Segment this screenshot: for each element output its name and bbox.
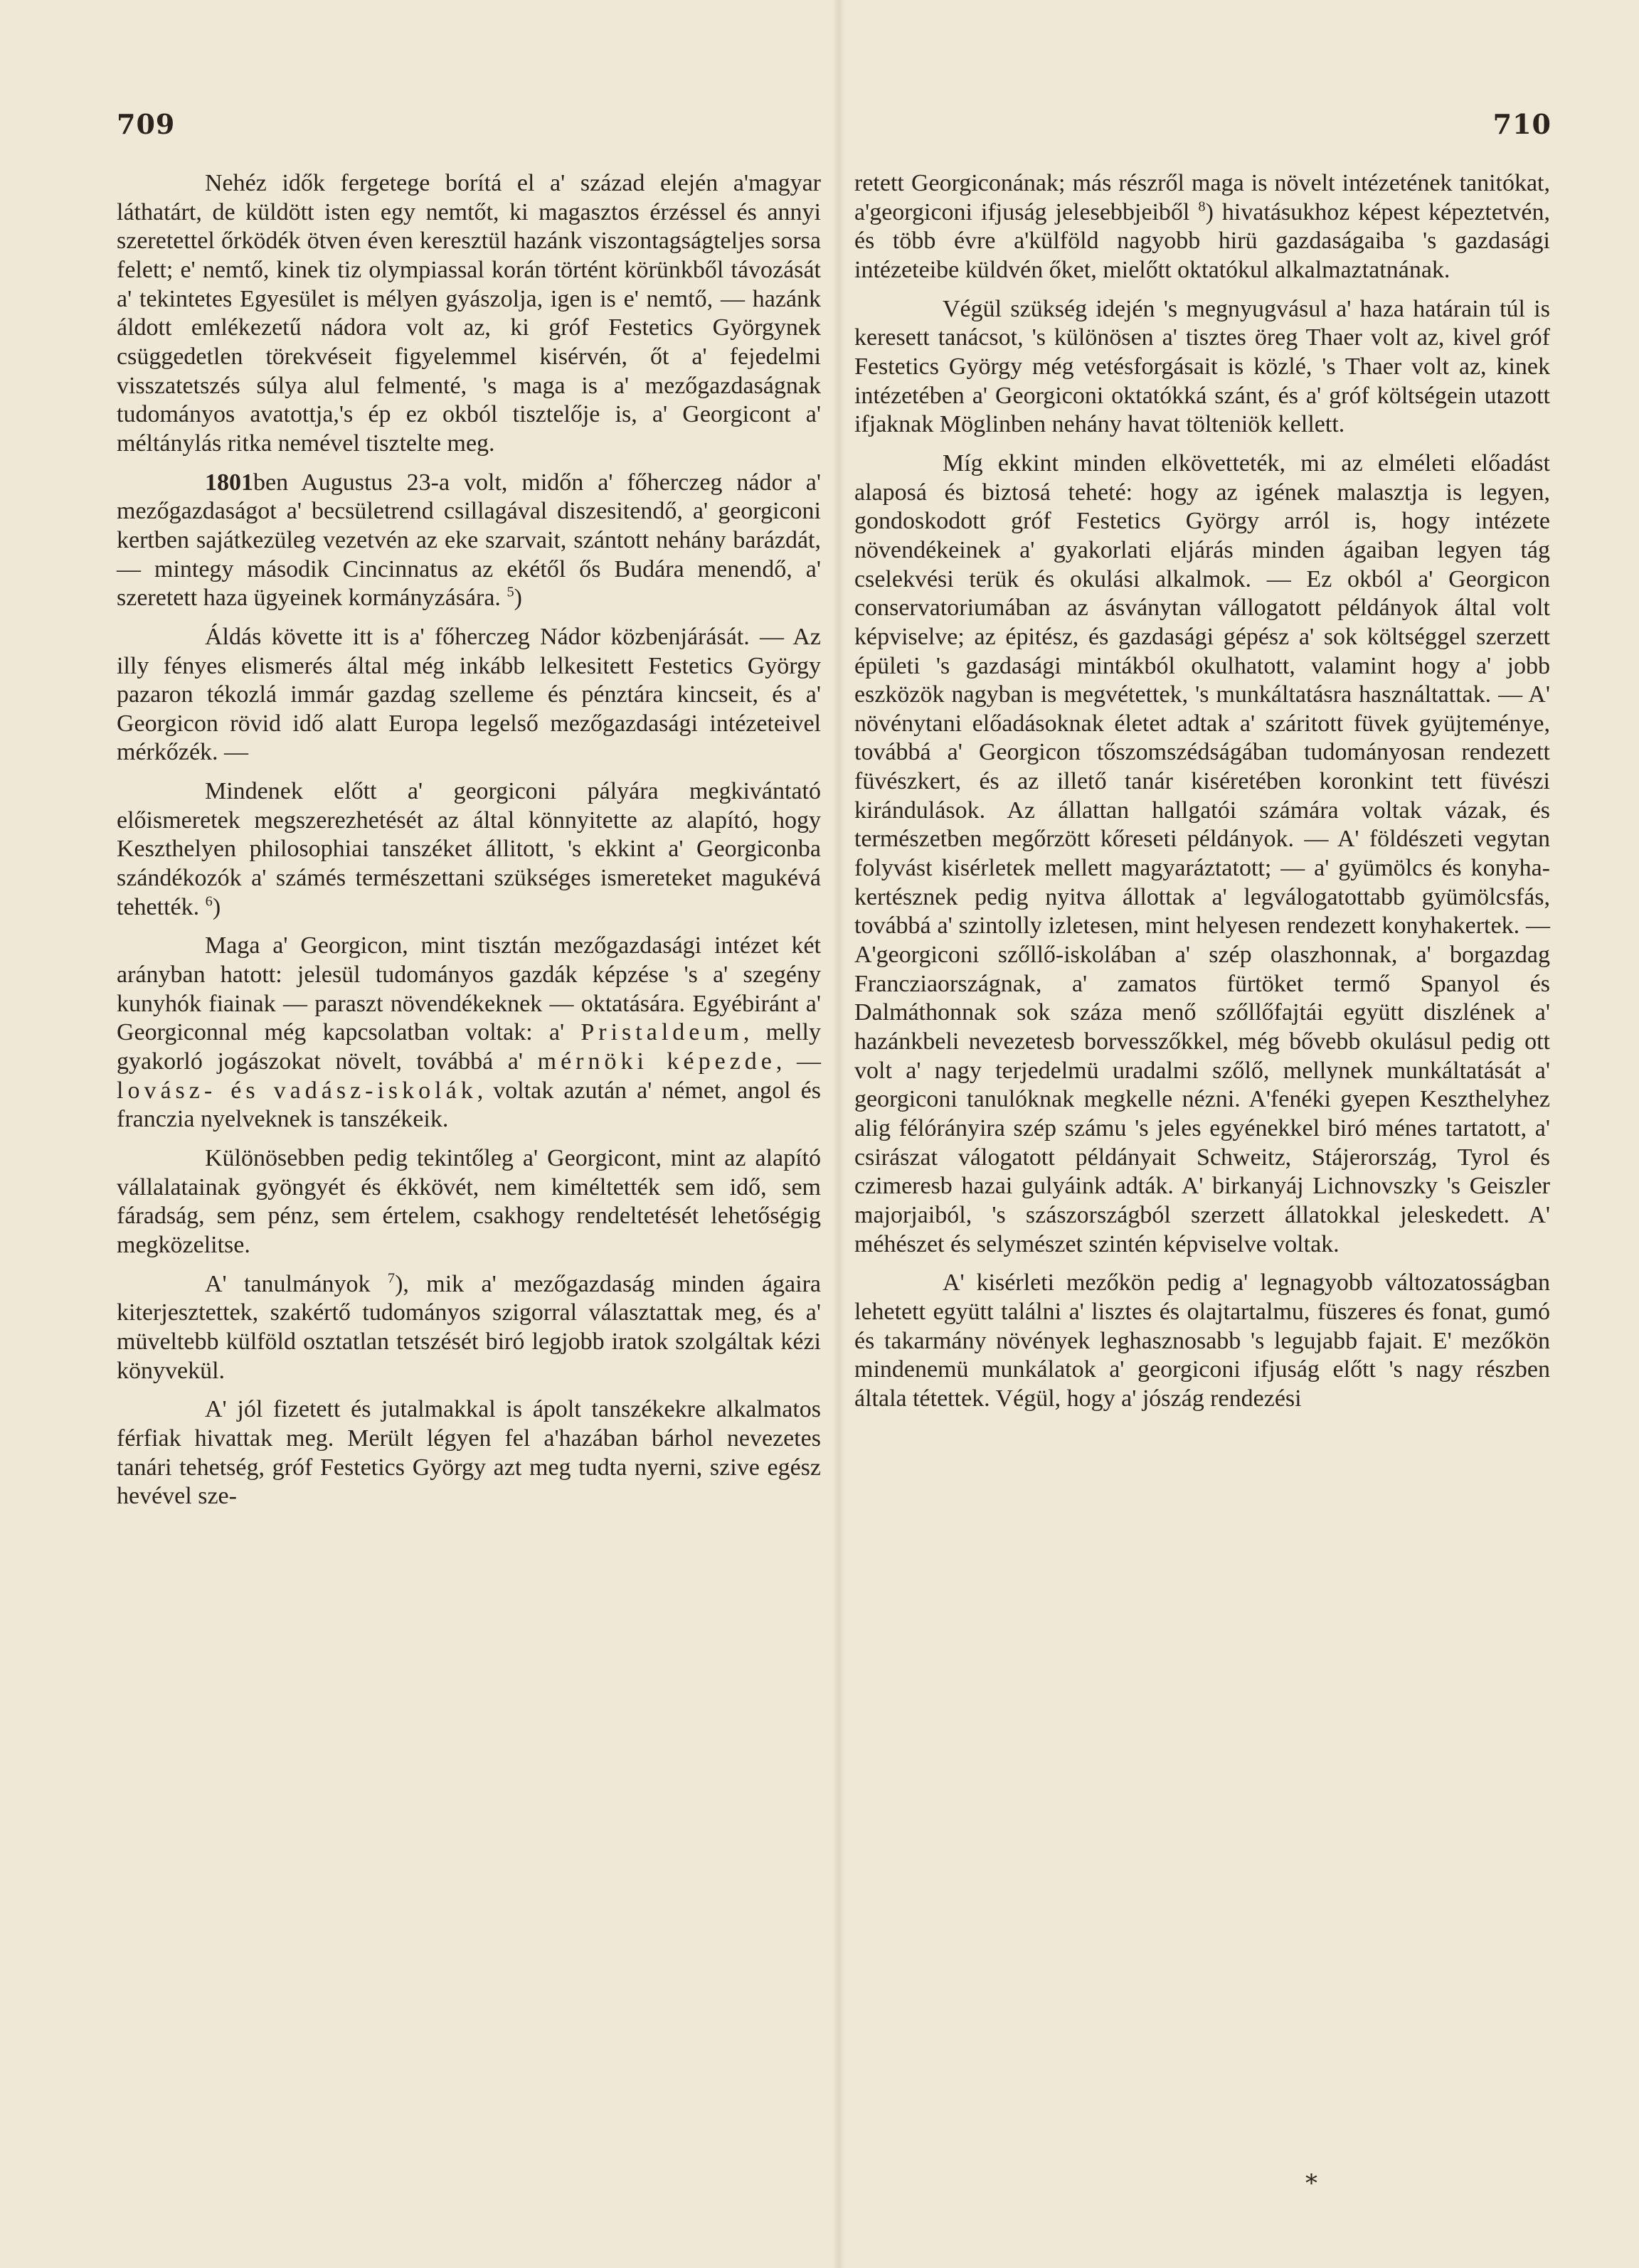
- paragraph: Mindenek előtt a' georgiconi pályára megkivántató előismeretek megszerezhetését az által könnyitette az alapító, hogy Keszthelyen philosophiai tanszéket állitott, 's ekkint a' Georgiconba szándékozók a' számés természettani szükséges ismereteket magukévá tehették. $^6$): [117, 778, 821, 920]
- paragraph-text: A' tanulmányok: [205, 1270, 371, 1297]
- page-number-right: 710: [1492, 108, 1552, 140]
- year-bold: 1801: [205, 469, 253, 496]
- paragraph: A' tanulmányok $^7$), mik a' mezőgazdaság minden ágaira kiterjesztettek, szakértő tudományos szigorral választattak meg, és a' müveltebb külföld osztatlan tetszését biró legjobb iratok szolgáltak kézi könyvekül.: [117, 1270, 821, 1384]
- page-fold: [832, 0, 845, 2268]
- signature-mark: *: [1305, 2169, 1317, 2198]
- paragraph-text: ben Augustus 23-a volt, midőn a' főherczeg nádor a' mezőgazdaságot a' becsületrend csillagával diszesitendő, a' georgiconi kertben sajátkezüleg vezetvén az eke szarvait, szántott nehány barázdát,— mintegy második Cincinnatus az ekétől ős Budára menendő, a' szeretett haza ügyeinek kormányzására.: [117, 469, 821, 612]
- paragraph-text: , mik a' mezőgazdaság minden ágaira kiterjesztettek, szakértő tudományos szigorral választattak meg, és a' müveltebb külföld osztatlan tetszését biró legjobb iratok szolgáltak kézi könyvekül.: [117, 1270, 821, 1384]
- footnote-ref: 7: [387, 1270, 396, 1287]
- paragraph: Végül szükség idején 's megnyugvásul a' haza határain túl is keresett tanácsot, 's különösen a' tisztes öreg Thaer volt az, kivel gróf Festetics György még vetésforgásait is közlé, 's Thaer volt az, kinek intézetében a' Georgiconi oktatókká szánt, és a' gróf költségein utazott ifjaknak Möglinben nehány havat tölteniök kellett.: [854, 295, 1550, 438]
- spaced-term: lovász- és vadász-iskolák: [117, 1077, 477, 1104]
- footnote-ref: 6: [205, 893, 213, 910]
- paragraph: [117, 932, 821, 1134]
- paragraph: Különösebben pedig tekintőleg a' Georgicont, mint az alapító vállalatainak gyöngyét és ékkövét, nem kiméltették sem idő, sem fáradság, sem pénz, sem értelem, csakhogy rendeltetését lehetőségig megközelitse.: [117, 1145, 821, 1258]
- paragraph-text: , voltak azután a' német, angol és franczia nyelveknek is tanszékeik.: [117, 1077, 822, 1133]
- paragraph: Míg ekkint minden elkövetteték, mi az elméleti előadást alaposá és biztosá teheté: hogy az igének malasztja is legyen, gondoskodott gróf Festetics György arról is, hogy intézete növendékeinek a' gyakorlati eljárás minden ágaiban legyen tág cselekvési terük és okulási alkalmok. — Ez okból a' Georgicon conservatoriumában az ásványtan vállogatott példányok által volt képviselve; az épitész, és gazdasági gépész a' sok költséggel szerzett épületi 's gazdasági mintákból okulhatott, valamint hogy a' jobb eszközök nagyban is megvétettek, 's munkáltatásra használtattak. — A' növénytani előadásoknak életet adtak a' száritott füvek gyüjteménye, továbbá a' Georgicon tőszomszédságában tudományosan rendezett füvészkert, és az illető tanár kiséretében koronkint tett füvészi kirándulások. Az állattan hallgatói számára voltak vázak, és természetben megőrzött kőreseti példányok. — A' földészeti vegytan folyvást kisérletek mellett magyaráztatott; — a' gyümölcs és konyha-kertésznek pedig nyitva állottak a' legválogatottabb gyümölcsfás, továbbá a' szintolly izletesen, mint helyesen rendezett konyhakertek. — A'georgiconi szőllő-iskolában a' szép olaszhonnak, a' borgazdag Francziaországnak, a' zamatos fürtöket termő Spanyol és Dalmáthonnak sok száza menő szőllőfajtái együtt diszlének a' hazánkbeli nevezetesb borvesszőkkel, még bővebb okulásul pedig ott volt a' nagy terjedelmü uradalmi szőlő, mellynek munkáltatását a' georgiconi tanulóknak megkelle nézni. A'fenéki gyepen Keszthelyhez alig félórányira szép számu 's jeles egyénekkel biró ménes tartatott, a' csirászat válogatott példányait Schweitz, Stájerország, Tyrol és czimeresb hazai gulyáink adták. A' birkanyáj Lichnovszky 's Geiszler majorjaiból, 's szászországból szerzett állatokkal jeleskedett. A' méhészet és selymészet szintén képviselve voltak.: [854, 449, 1550, 1257]
- left-column: [117, 169, 821, 1511]
- paragraph-text: hivatásukhoz képest képeztetvén, és több évre a'külföld nagyobb hirü gazdaságaiba 's gazdasági intézeteibe küldvén őket, mielőtt oktatókul alkalmaztatnának.: [854, 198, 1550, 283]
- footnote-ref: 5: [506, 584, 514, 600]
- paragraph: retett Georgiconának; más részről maga is növelt intézetének tanitókat, a'georgiconi ifjuság jelesebbjeiből $^8$) hivatásukhoz képest képeztetvén, és több évre a'külföld nagyobb hirü gazdaságaiba 's gazdasági intézeteibe küldvén őket, mielőtt oktatókul alkalmaztatnának.: [854, 170, 1550, 283]
- right-column: [854, 169, 1550, 1414]
- paragraph: 1801ben Augustus 23-a volt, midőn a' főherczeg nádor a' mezőgazdaságot a' becsületrend csillagával diszesitendő, a' georgiconi kertben sajátkezüleg vezetvén az eke szarvait, szántott nehány barázdát,— mintegy második Cincinnatus az ekétől ős Budára menendő, a' szeretett haza ügyeinek kormányzására. $^5$): [117, 469, 821, 612]
- paragraph: Nehéz idők fergetege borítá el a' század elején a'magyar láthatárt, de küldött isten egy nemtőt, ki magasztos érzéssel és annyi szeretettel őrködék ötven éven keresztül hazánk viszontagságteljes sorsa felett; e' nemtő, kinek tiz olympiassal korán történt körünkből távozását a' tekintetes Egyesület is mélyen gyászolja, igen is e' nemtő, — hazánk áldott emlékezetű nádora volt az, ki gróf Festetics Györgynek csüggedetlen törekvéseit figyelemmel kisérvén, őt a' fejedelmi visszatetszés súlya alul felmenté, 's maga is a' mezőgazdaságnak tudományos avatottja,'s ép ez okból tisztelője is, a' Georgicont a' méltánylás ritka nemével tisztelte meg.: [117, 170, 821, 457]
- paragraph-text: , melly gyakorló jogászokat növelt, továbbá a': [117, 1019, 821, 1075]
- spaced-term: mérnöki képezde: [537, 1048, 776, 1075]
- footnote-ref: 8: [1198, 198, 1206, 215]
- paragraph-text: , —: [775, 1048, 822, 1075]
- paragraph-text: retett Georgiconának; más részről maga is növelt intézetének tanitókat, a'georgiconi ifjuság jelesebbjeiből: [854, 170, 1550, 225]
- paragraph-text: Maga a' Georgicon, mint tisztán mezőgazdasági intézet két arányban hatott: jelesül tudományos gazdák képzése 's a' szegény kunyhók fiainak — paraszt növendékeknek — oktatására. Egyébiránt a' Georgiconnal még kapcsolatban voltak: a': [117, 932, 821, 1046]
- paragraph: Áldás követte itt is a' főherczeg Nádor közbenjárását. — Az illy fényes elismerés által még inkább lelkesitett Festetics György pazaron tékozlá immár gazdag szelleme és pénztára kincseit, és a' Georgicon rövid idő alatt Europa legelső mezőgazdasági intézeteivel mérkőzék. —: [117, 623, 821, 766]
- paragraph-text: Mindenek előtt a' georgiconi pályára megkivántató előismeretek megszerezhetését az által könnyitette az alapító, hogy Keszthelyen philosophiai tanszéket állitott, 's ekkint a' Georgiconba szándékozók a' számés természettani szükséges ismereteket magukévá tehették.: [117, 778, 821, 920]
- paragraph: A' jól fizetett és jutalmakkal is ápolt tanszékekre alkalmatos férfiak hivattak meg. Merült légyen fel a'hazában bárhol nevezetes tanári tehetség, gróf Festetics György azt meg tudta nyerni, szive egész hevével sze-: [117, 1396, 821, 1510]
- page-number-left: 709: [117, 108, 176, 140]
- paragraph: A' kisérleti mezőkön pedig a' legnagyobb változatosságban lehetett együtt találni a' lisztes és olajtartalmu, füszeres és fonat, gumó és takarmány növények leghasznosabb 's legujabb fajait. E' mezőkön mindenemü munkálatok a' georgiconi ifjuság előtt 's nagy részben általa tétettek. Végül, hogy a' jószág rendezési: [854, 1269, 1550, 1412]
- spaced-term: Pristaldeum: [580, 1019, 743, 1046]
